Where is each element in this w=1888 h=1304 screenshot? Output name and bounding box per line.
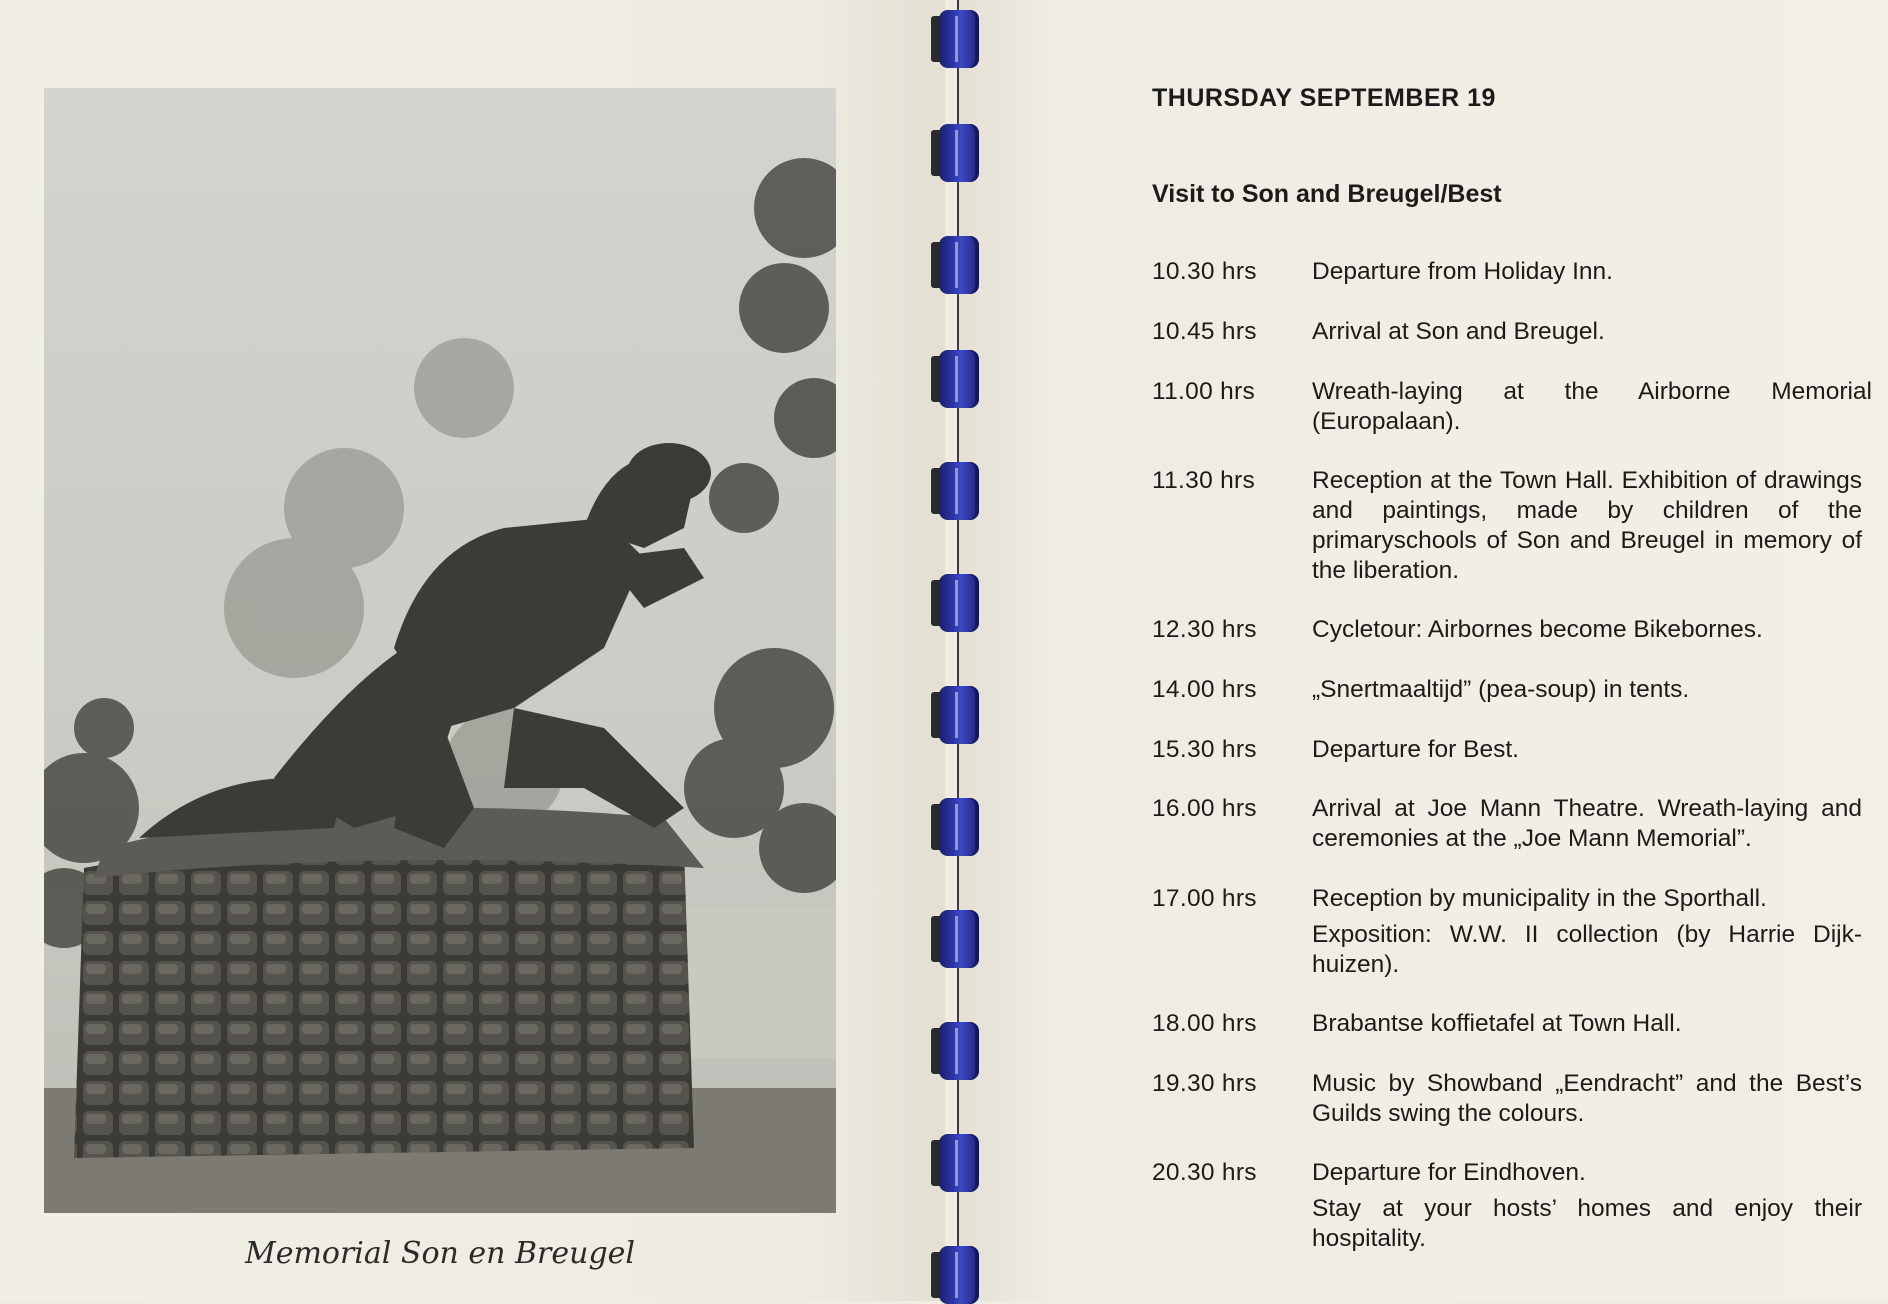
entry-description: Wreath-laying at the Airborne Memorial (Europalaan). [1312, 378, 1872, 435]
entry-description: Cycletour: Airbornes become Bikebornes. [1312, 616, 1763, 643]
entry-time: 10.30 hrs [1152, 258, 1257, 285]
binding-coil [925, 686, 993, 744]
entry-description: Music by Showband „Eendracht” and the Best’s Guilds swing the colours. [1312, 1070, 1862, 1127]
entry-description: Brabantse koffietafel at Town Hall. [1312, 1010, 1682, 1037]
memorial-statue-image [44, 88, 836, 1213]
entry-description: Reception by municipality in the Sporthall. [1312, 885, 1767, 912]
binding-coil [925, 350, 993, 408]
entry-description: Departure for Best. [1312, 736, 1519, 763]
day-heading: THURSDAY SEPTEMBER 19 [1152, 84, 1496, 112]
entry-description: Arrival at Son and Breugel. [1312, 318, 1605, 345]
entry-time: 16.00 hrs [1152, 795, 1257, 822]
entry-time: 11.00 hrs [1152, 378, 1256, 405]
memorial-photo [44, 88, 836, 1213]
binding-coil [925, 910, 993, 968]
binding-coil [925, 1022, 993, 1080]
entry-time: 15.30 hrs [1152, 736, 1257, 763]
binding-coil [925, 236, 993, 294]
entry-time: 14.00 hrs [1152, 676, 1257, 703]
binding-coil [925, 462, 993, 520]
entry-time: 19.30 hrs [1152, 1070, 1257, 1097]
entry-time: 20.30 hrs [1152, 1159, 1257, 1186]
page-gutter [957, 0, 959, 1301]
entry-time: 17.00 hrs [1152, 885, 1257, 912]
entry-description: Departure for Eindhoven. [1312, 1159, 1586, 1186]
binding-coil [925, 10, 993, 68]
entry-description: Stay at your hosts’ homes and enjoy their hospitality. [1312, 1195, 1862, 1252]
photo-caption: Memorial Son en Breugel [244, 1236, 636, 1271]
entry-time: 11.30 hrs [1152, 467, 1256, 494]
binding-coil [925, 798, 993, 856]
binding-coil [925, 124, 993, 182]
entry-description: Arrival at Joe Mann Theatre. Wreath-laying and ceremonies at the „Joe Mann Memorial”. [1312, 795, 1862, 852]
entry-description: Reception at the Town Hall. Exhibition of drawings and paintings, made by children of the primaryschools of Son and Breugel in memory of the liberation. [1312, 467, 1862, 584]
entry-time: 12.30 hrs [1152, 616, 1257, 643]
entry-description: „Snertmaaltijd” (pea-soup) in tents. [1312, 676, 1690, 703]
entry-description: Exposition: W.W. II collection (by Harrie Dijk-huizen). [1312, 921, 1862, 978]
entry-description: Departure from Holiday Inn. [1312, 258, 1613, 285]
visit-subheading: Visit to Son and Breugel/Best [1152, 180, 1502, 208]
binding-coil [925, 1134, 993, 1192]
entry-time: 18.00 hrs [1152, 1010, 1257, 1037]
entry-time: 10.45 hrs [1152, 318, 1257, 345]
binding-coil [925, 574, 993, 632]
binding-coil [925, 1246, 993, 1304]
